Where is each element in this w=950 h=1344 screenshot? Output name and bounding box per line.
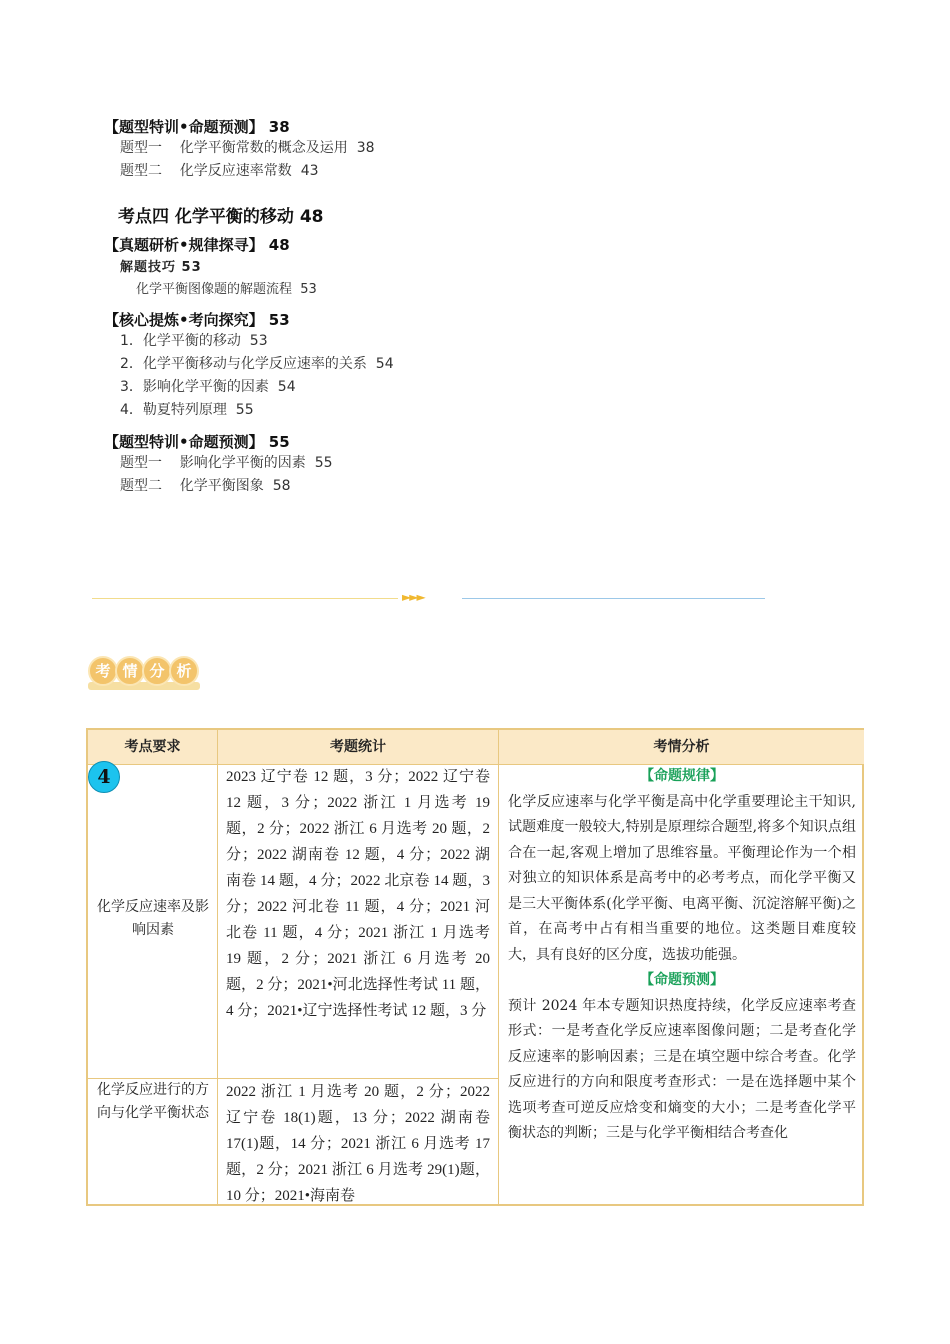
- toc-section-4[interactable]: 考点四 化学平衡的移动 48: [118, 207, 324, 227]
- divider-left: [92, 598, 398, 599]
- requirement-cell: 化学反应速率及影响因素: [97, 899, 209, 938]
- divider-right: [462, 598, 765, 599]
- toc-heading-1[interactable]: 【题型特训•命题预测】 38: [104, 118, 290, 136]
- toc-heading-4[interactable]: 【题型特训•命题预测】 55: [104, 433, 290, 451]
- analysis-cell: [508, 764, 856, 1147]
- toc-item[interactable]: 4．勒夏特列原理 55: [120, 402, 254, 418]
- column-divider: [217, 730, 218, 1204]
- stats-cell: 2023 辽宁卷 12 题，3 分；2022 辽宁卷 12 题，3 分；2022 浙江 1 月选考 19 题，2 分；2022 浙江 6 月选考 20 题，2 分；2022 湖南卷 12 题，4 分；2022 湖南卷 14 题，4 分；2022 北京卷 14 题，3 分；2022 河北卷 11 题，4 分；2021 河北卷 11 题，4 分；2021 浙江 1 月选考 19 题，2 分；2021 浙江 6 月选考 20 题，2 分；2021•河北选择性考试 11 题，4 分；2021•辽宁选择性考试 12 题，3 分: [226, 769, 490, 1019]
- predict-title: 【命题预测】: [640, 972, 724, 988]
- toc-item[interactable]: 题型一 影响化学平衡的因素 55: [120, 455, 333, 471]
- toc-item[interactable]: 题型二 化学平衡图象 58: [120, 478, 291, 494]
- toc-item[interactable]: 1．化学平衡的移动 53: [120, 333, 268, 349]
- predict-text: 预计 2024 年本专题知识热度持续，化学反应速率考查形式：一是考查化学反应速率图像问题；二是考查化学反应速率的影响因素；三是在填空题中综合考查。化学反应进行的方向和限度考查形式：一是在选择题中某个选项考查可逆反应焓变和熵变的大小；二是考查化学平衡状态的判断；三是与化学平衡相结合考查化: [508, 997, 856, 1141]
- toc-subheading[interactable]: 解题技巧 53: [120, 260, 202, 275]
- toc-item[interactable]: 题型一 化学平衡常数的概念及运用 38: [120, 140, 375, 156]
- analysis-table: [86, 728, 864, 1206]
- badge-char: 析: [169, 656, 199, 686]
- stats-cell: 2022 浙江 1 月选考 20 题，2 分；2022 辽宁卷 18(1)题，13 分；2022 湖南卷 17(1)题，14 分；2021 浙江 6 月选考 17 题，2 分；2021 浙江 6 月选考 29(1)题，10 分；2021•海南卷: [226, 1084, 490, 1204]
- number-badge: 4: [88, 761, 120, 793]
- header-analysis: 考情分析: [499, 730, 864, 765]
- rule-text: 化学反应速率与化学平衡是高中化学重要理论主干知识,试题难度一般较大,特别是原理综合题型,将多个知识点组合在一起,客观上增加了思维容量。平衡理论作为一个相对独立的知识体系是高考中的必考考点，而化学平衡又是三大平衡体系(化学平衡、电离平衡、沉淀溶解平衡)之首，在高考中占有相当重要的地位。这类题目难度较大，具有良好的区分度，选拔功能强。: [508, 793, 856, 963]
- header-requirement: 考点要求: [88, 730, 217, 765]
- divider-arrows-icon: ►►►: [402, 590, 424, 604]
- column-divider: [498, 730, 499, 1204]
- badge-char: 考: [88, 656, 118, 686]
- kaoqing-fenxi-badge: [88, 656, 200, 692]
- toc-item[interactable]: 3．影响化学平衡的因素 54: [120, 379, 296, 395]
- badge-char: 情: [115, 656, 145, 686]
- toc-item[interactable]: 化学平衡图像题的解题流程 53: [136, 282, 317, 297]
- requirement-cell: 化学反应进行的方向与化学平衡状态: [97, 1082, 209, 1121]
- rule-title: 【命题规律】: [640, 768, 724, 784]
- toc-item[interactable]: 2．化学平衡移动与化学反应速率的关系 54: [120, 356, 394, 372]
- toc-heading-3[interactable]: 【核心提炼•考向探究】 53: [104, 311, 290, 329]
- toc-heading-2[interactable]: 【真题研析•规律探寻】 48: [104, 236, 290, 254]
- badge-char: 分: [142, 656, 172, 686]
- header-stats: 考题统计: [218, 730, 498, 765]
- toc-item[interactable]: 题型二 化学反应速率常数 43: [120, 163, 319, 179]
